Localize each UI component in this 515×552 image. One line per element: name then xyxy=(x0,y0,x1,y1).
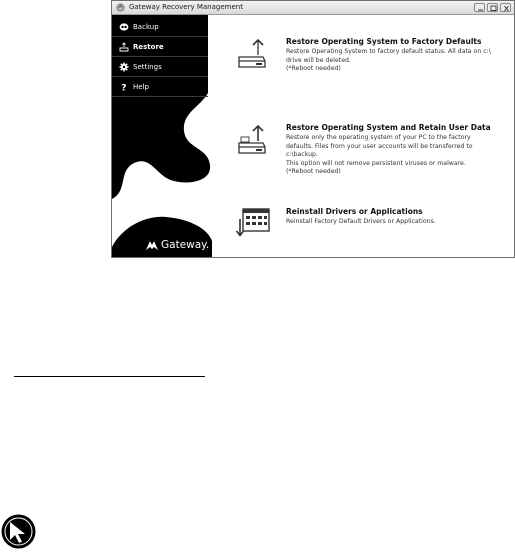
maximize-icon[interactable] xyxy=(487,3,498,12)
drive-retain-icon xyxy=(236,121,270,157)
option-description xyxy=(286,134,498,177)
sidebar-item-label: Backup xyxy=(133,22,159,31)
close-icon[interactable] xyxy=(500,3,511,12)
backup-icon xyxy=(119,22,129,32)
option-line: Restore Operating System to factory default status. All data on c:\ xyxy=(286,48,491,55)
drive-restore-icon xyxy=(236,35,270,71)
option-line: c:\backup. xyxy=(286,151,318,159)
gear-icon xyxy=(119,62,129,72)
title-bar[interactable] xyxy=(112,1,514,15)
option-description xyxy=(286,218,498,227)
restore-icon xyxy=(119,42,129,52)
gateway-mark-icon xyxy=(146,240,158,250)
sidebar-item-restore[interactable] xyxy=(112,37,208,57)
sidebar-item-backup[interactable] xyxy=(112,17,208,37)
sidebar-item-label: Help xyxy=(133,82,149,91)
window-title: Gateway Recovery Management xyxy=(129,3,243,11)
sidebar-item-label: Restore xyxy=(133,42,164,51)
option-line: (*Reboot needed) xyxy=(286,168,341,176)
option-line: defaults. Files from your user accounts will be transferred to xyxy=(286,142,473,150)
sidebar-item-help[interactable] xyxy=(112,77,208,97)
divider xyxy=(14,376,205,377)
options-panel xyxy=(212,15,514,257)
help-icon xyxy=(119,82,129,92)
sidebar-item-label: Settings xyxy=(133,62,162,71)
note-icon xyxy=(0,513,37,550)
option-line: This option will not remove persistent viruses or malware. xyxy=(286,159,466,167)
sidebar-item-settings[interactable] xyxy=(112,57,208,77)
brand-name: Gateway. xyxy=(161,239,210,251)
sidebar xyxy=(112,15,212,257)
app-icon xyxy=(116,3,125,12)
drivers-apps-icon xyxy=(236,205,272,239)
recovery-window xyxy=(111,0,515,258)
option-line: drive will be deleted. xyxy=(286,56,351,64)
option-line: Restore only the operating system of your PC to the factory xyxy=(286,134,471,141)
svg-text:?: ? xyxy=(121,83,127,92)
option-title: Restore Operating System and Retain User Data xyxy=(286,123,491,132)
option-title: Reinstall Drivers or Applications xyxy=(286,207,423,216)
option-line: (*Reboot needed) xyxy=(286,65,341,73)
option-title: Restore Operating System to Factory Defaults xyxy=(286,37,482,46)
gateway-logo xyxy=(146,239,209,251)
option-line: Reinstall Factory Default Drivers or Applications. xyxy=(286,218,436,225)
minimize-icon[interactable] xyxy=(474,3,485,12)
option-description xyxy=(286,48,498,74)
sidebar-nav xyxy=(112,17,208,97)
